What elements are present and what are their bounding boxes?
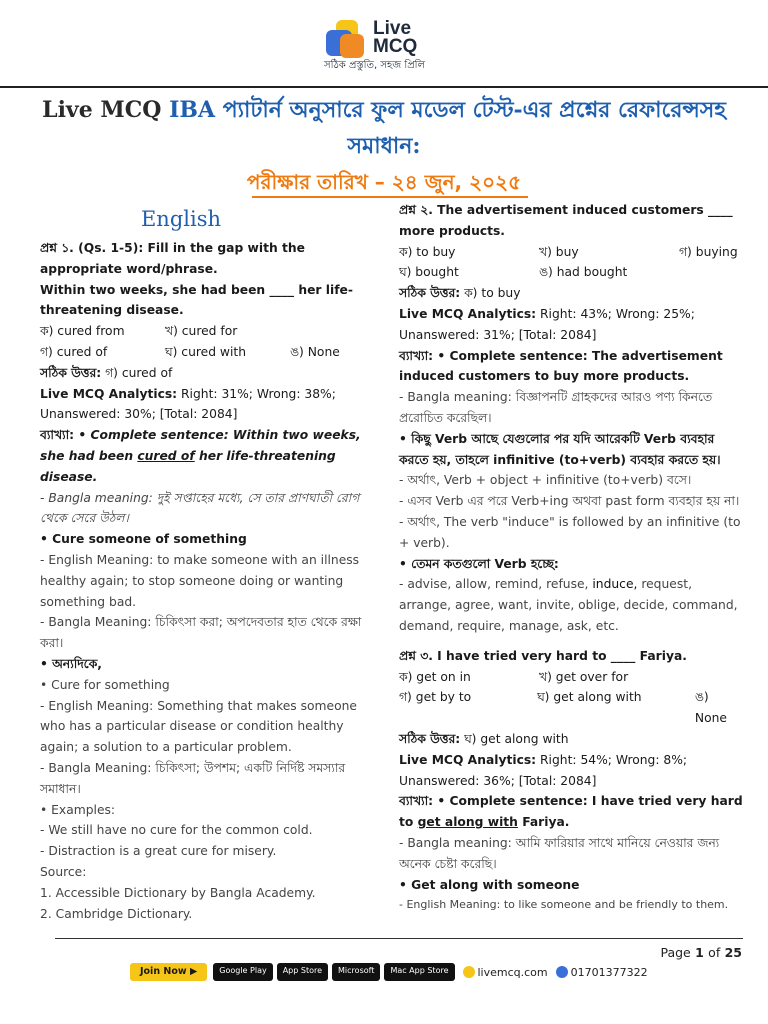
explanation-text: • Complete sentence: The advertisement induced customers to buy more products.: [399, 348, 723, 384]
verb-list-c: request, arrange, agree, want, invite, oblige, decide, command, demand, require, manage, ask, etc.: [399, 577, 738, 633]
answer-label: সঠিক উত্তর:: [40, 365, 102, 380]
get-along-heading: • Get along with someone: [399, 877, 580, 892]
option-kha: খ) buy: [539, 244, 579, 259]
page-current: 1: [695, 945, 704, 960]
analytics-value: Right: 54%; Wrong: 8%; Unanswered: 36%; [Total: 2084]: [399, 752, 688, 788]
microsoft-badge[interactable]: Microsoft: [332, 963, 380, 981]
examples-heading: • Examples:: [40, 802, 116, 817]
question-3-explanation: [399, 791, 744, 833]
cure-for-bangla: - Bangla Meaning: চিকিৎসা; উপশম; একটি নির্দিষ্ট সমস্যার সমাধান।: [40, 760, 346, 796]
question-2-rule-1: - অর্থাৎ, Verb + object + infinitive (to+verb) বসে।: [399, 473, 692, 488]
example-1: - We still have no cure for the common cold.: [40, 823, 313, 838]
analytics-label: Live MCQ Analytics:: [399, 752, 537, 767]
question-2-bangla: - Bangla meaning: বিজ্ঞাপনটি গ্রাহকদের আরও পণ্য কিনতে প্ররোচিত করেছিল।: [399, 390, 713, 425]
question-2-options: [399, 242, 744, 284]
source-1: 1. Accessible Dictionary by Bangla Academy.: [40, 885, 316, 900]
question-1-label: প্রশ্ন ১. (Qs. 1-5):: [40, 241, 144, 255]
explanation-text-c: her life-threatening disease.: [40, 448, 336, 484]
question-1-instruction: Fill in the gap with the appropriate word/phrase.: [40, 241, 305, 276]
logo-orange-square: [340, 34, 364, 58]
page-header: [0, 0, 768, 90]
logo-text-live: Live: [373, 18, 412, 39]
app-store-badge[interactable]: App Store: [277, 963, 328, 981]
question-1: [40, 238, 370, 280]
analytics-label: Live MCQ Analytics:: [399, 306, 537, 321]
source-2: 2. Cambridge Dictionary.: [40, 906, 193, 921]
option-ga: গ) buying: [679, 244, 738, 259]
option-gha: ঘ) cured with: [165, 344, 247, 359]
page-label: Page: [660, 945, 691, 960]
cure-someone-english: - English Meaning: to make someone with an illness healthy again; to stop someone doing or wanting something bad.: [40, 552, 360, 609]
option-gha: ঘ) bought: [399, 265, 459, 280]
mac-app-store-badge[interactable]: Mac App Store: [384, 963, 454, 981]
website-text: livemcq.com: [477, 965, 548, 979]
question-2-answer: [399, 283, 744, 304]
page-number: [660, 945, 742, 960]
question-3: [399, 646, 744, 667]
question-2-rule-2: - এসব Verb এর পরে Verb+ing অথবা past form ব্যবহার হয় না।: [399, 494, 740, 509]
question-1-options: [40, 321, 370, 363]
cure-someone-heading: • Cure someone of something: [40, 532, 247, 547]
verb-list: [399, 574, 744, 636]
logo-tagline: সঠিক প্রস্তুতি, সহজ প্রিলি: [324, 60, 425, 71]
left-column: [40, 202, 370, 924]
option-ka: ক) to buy: [399, 244, 456, 259]
question-2-explanation: [399, 346, 744, 388]
website-link[interactable]: [463, 966, 548, 979]
live-mcq-logo: [326, 18, 446, 76]
option-ga: গ) cured of: [40, 344, 108, 359]
answer-value: ঘ) get along with: [460, 731, 569, 746]
get-along-english: - English Meaning: to like someone and be friendly to them.: [399, 898, 729, 912]
question-3-text: I have tried very hard to ____ Fariya.: [432, 648, 687, 663]
option-gha: ঘ) get along with: [537, 690, 642, 705]
option-uo: ঙ) None: [694, 690, 727, 726]
header-divider: [0, 86, 768, 88]
question-3-analytics: [399, 750, 744, 792]
other-heading: • অন্যদিকে,: [40, 656, 102, 671]
explanation-label: ব্যাখ্যা:: [40, 428, 75, 443]
question-2-text: The advertisement induced customers ____ more products.: [399, 203, 733, 238]
option-ka: ক) get on in: [399, 669, 471, 684]
question-1-stem: Within two weeks, she had been ____ her life-threatening disease.: [40, 282, 354, 318]
option-uo: ঙ) had bought: [539, 265, 628, 280]
verb-list-heading: • তেমন কতগুলো Verb হচ্ছে:: [399, 556, 559, 571]
question-3-options: [399, 667, 744, 729]
option-kha: খ) get over for: [539, 669, 629, 684]
explanation-text-a: • Complete sentence: I have tried very hard to: [399, 794, 743, 830]
question-3-bangla: - Bangla meaning: আমি ফারিয়ার সাথে মানিয়ে নেওয়ার জন্য অনেক চেষ্টা করেছি।: [399, 835, 720, 871]
question-3-label: প্রশ্ন ৩.: [399, 648, 433, 663]
page-total: 25: [724, 945, 742, 960]
globe-icon: [463, 966, 475, 978]
example-2: - Distraction is a great cure for misery.: [40, 844, 277, 859]
question-1-bangla: - Bangla meaning: দুই সপ্তাহের মধ্যে, সে তার প্রাণঘাতী রোগ থেকে সেরে উঠল।: [40, 490, 360, 526]
analytics-value: Right: 43%; Wrong: 25%; Unanswered: 31%; [Total: 2084]: [399, 306, 695, 342]
question-2-analytics: [399, 304, 744, 346]
option-ka: ক) cured from: [40, 324, 125, 339]
phone-text: 01701377322: [570, 965, 648, 979]
explanation-label: ব্যাখ্যা:: [399, 794, 434, 809]
footer-divider: [55, 938, 743, 939]
answer-value: গ) cured of: [101, 365, 173, 380]
page-title: [30, 92, 738, 164]
question-2-rule: • কিছু Verb আছে যেগুলোর পর যদি আরেকটি Verb ব্যবহার করতে হয়, তাহলে infinitive (to+verb) ব্যবহার করতে হয়।: [399, 431, 721, 467]
section-heading: English: [140, 207, 222, 231]
phone-number: [556, 966, 648, 979]
cure-for-heading: • Cure for something: [40, 677, 170, 692]
question-1-analytics: [40, 384, 370, 426]
question-1-explanation: [40, 425, 370, 487]
analytics-value: Right: 31%; Wrong: 38%; Unanswered: 30%; [Total: 2084]: [40, 386, 336, 422]
user-icon: [556, 966, 568, 978]
title-brand: Live MCQ: [42, 97, 162, 123]
option-kha: খ) cured for: [165, 324, 238, 339]
cure-someone-bangla: - Bangla Meaning: চিকিৎসা করা; অপদেবতার হাত থেকে রক্ষা করা।: [40, 615, 362, 651]
exam-date: পরীক্ষার তারিখ – ২৪ জুন, ২০২৫: [246, 170, 522, 194]
question-2-rule-3: - অর্থাৎ, The verb "induce" is followed by an infinitive (to + verb).: [399, 514, 741, 550]
explanation-text-b: cured of: [137, 448, 195, 463]
title-text: IBA প্যাটার্ন অনুসারে ফুল মডেল টেস্ট-এর প্রশ্নের রেফারেন্সসহ সমাধান:: [169, 97, 726, 159]
join-now-button[interactable]: Join Now ▶: [130, 963, 207, 981]
question-3-answer: [399, 729, 744, 750]
question-2: [399, 200, 744, 242]
google-play-badge[interactable]: Google Play: [213, 963, 272, 981]
question-2-label: প্রশ্ন ২.: [399, 203, 433, 217]
answer-value: ক) to buy: [460, 286, 521, 301]
source-heading: Source:: [40, 864, 87, 879]
question-1-answer: [40, 363, 370, 384]
option-uo: ঙ) None: [290, 344, 340, 359]
analytics-label: Live MCQ Analytics:: [40, 386, 178, 401]
verb-list-b: induce,: [592, 577, 638, 592]
page-of: of: [708, 945, 721, 960]
footer-bar: [130, 962, 648, 982]
explanation-label: ব্যাখ্যা:: [399, 348, 434, 363]
right-column: [399, 200, 744, 916]
exam-date-underline: [252, 196, 528, 198]
explanation-text-c: Fariya.: [517, 815, 570, 830]
answer-label: সঠিক উত্তর:: [399, 731, 461, 746]
option-ga: গ) get by to: [399, 690, 472, 705]
explanation-text-a: • Complete sentence: Within two weeks, she had been: [40, 428, 361, 463]
verb-list-a: - advise, allow, remind, refuse,: [399, 577, 593, 592]
answer-label: সঠিক উত্তর:: [399, 286, 461, 301]
explanation-text-b: get along with: [417, 815, 518, 830]
logo-text-mcq: MCQ: [373, 36, 418, 57]
cure-for-english: - English Meaning: Something that makes someone who has a particular disease or condition healthy again; a solution to a particular problem.: [40, 698, 357, 755]
